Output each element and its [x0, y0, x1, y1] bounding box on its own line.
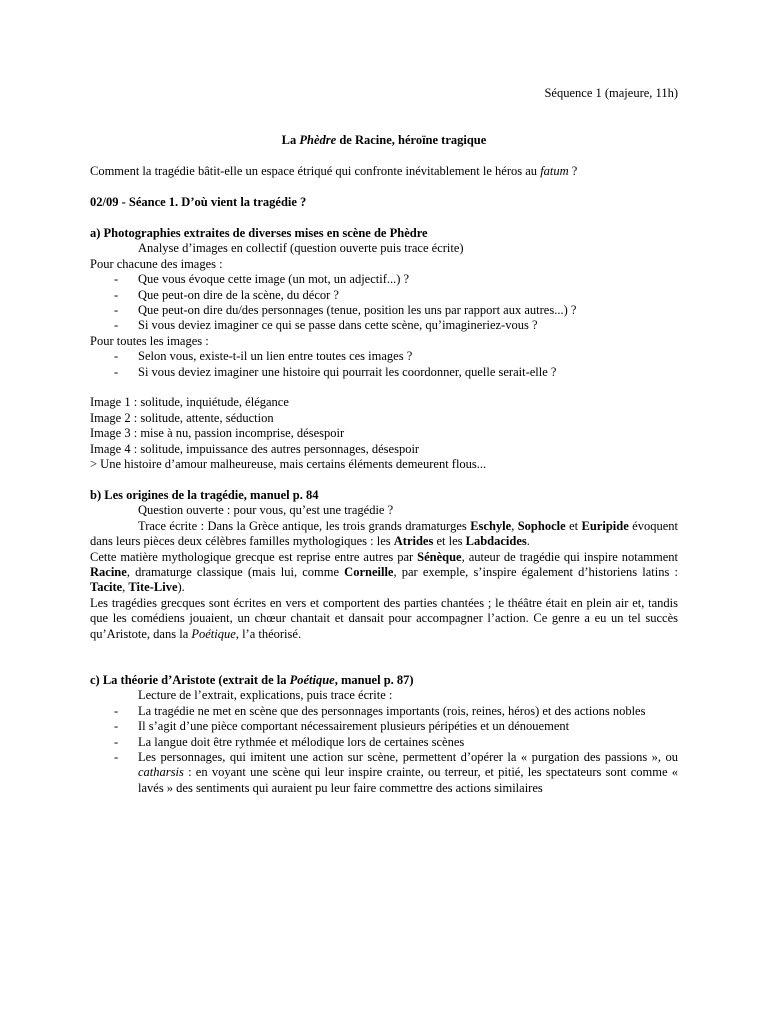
list-item: - Que peut-on dire du/des personnages (tenue, position les uns par rapport aux autres...) ? — [90, 303, 678, 318]
list-item: - Si vous deviez imaginer une histoire qui pourrait les coordonner, quelle serait-elle ? — [90, 365, 678, 380]
section-c-heading: c) La théorie d’Aristote (extrait de la Poétique, manuel p. 87) — [90, 673, 414, 687]
sequence-label: Séquence 1 (majeure, 11h) — [544, 86, 678, 100]
list-item: - Que vous évoque cette image (un mot, un adjectif...) ? — [90, 272, 678, 287]
section-a — [90, 226, 678, 472]
image-note: Image 1 : solitude, inquiétude, élégance — [90, 395, 289, 410]
section-b-question: Question ouverte : pour vous, qu’est une tragédie ? — [138, 503, 394, 518]
list-item: - Que peut-on dire de la scène, du décor ? — [90, 288, 678, 303]
list-item: - La tragédie ne met en scène que des personnages importants (rois, reines, héros) et des actions nobles — [90, 704, 678, 719]
list-item: - Si vous deviez imaginer ce qui se passe dans cette scène, qu’imagineriez-vous ? — [90, 318, 678, 333]
section-b — [90, 488, 678, 642]
section-c — [90, 673, 678, 796]
aristote-list — [90, 704, 678, 796]
list-item: - Les personnages, qui imitent une action sur scène, permettent d’opérer la « purgation des passions », ou catharsis : en voyant une scène qui leur inspire crainte, ou terreur, et pitié, les spectateurs sont comme « lavés » des sentiments qui auraient pu leur faire commettre des actions similaires — [90, 750, 678, 796]
image-note: Image 2 : solitude, attente, séduction — [90, 410, 274, 425]
section-b-heading: b) Les origines de la tragédie, manuel p. 84 — [90, 488, 319, 502]
section-a-intro: Analyse d’images en collectif (question ouverte puis trace écrite) — [138, 241, 464, 256]
each-images-list — [90, 272, 678, 334]
list-item: - Il s’agit d’une pièce comportant nécessairement plusieurs péripéties et un dénouement — [90, 719, 678, 734]
section-b-paragraph-3: Les tragédies grecques sont écrites en vers et comportent des parties chantées ; le théâtre était en plein air et, tandis que les comédiens jouaient, un chœur chantait et dansait pour accompagner l’action. Ce genre a eu un tel succès qu’Aristote, dans la Poétique, l’a théorisé. — [90, 595, 678, 641]
section-a-heading: a) Photographies extraites de diverses mises en scène de Phèdre — [90, 226, 428, 240]
section-b-paragraph-2: Cette matière mythologique grecque est reprise entre autres par Sénèque, auteur de tragédie qui inspire notamment Racine, dramaturge classique (mais lui, comme Corneille, par exemple, s’inspire également d’historiens latins : Tacite, Tite-Live). — [90, 549, 678, 595]
section-c-intro: Lecture de l’extrait, explications, puis trace écrite : — [138, 688, 393, 703]
image-note: Image 3 : mise à nu, passion incomprise, désespoir — [90, 426, 345, 441]
list-item: - Selon vous, existe-t-il un lien entre toutes ces images ? — [90, 349, 678, 364]
seance-heading: 02/09 - Séance 1. D’où vient la tragédie ? — [90, 195, 307, 209]
document-title: La Phèdre de Racine, héroïne tragique — [281, 133, 487, 147]
section-b-trace: Trace écrite : Dans la Grèce antique, les trois grands dramaturges Eschyle, Sophocle et Euripide évoquent dans leurs pièces deux célèbres familles mythologiques : les Atrides et les Labdacides. — [90, 518, 678, 549]
all-images-list — [90, 349, 678, 380]
problematic-question: Comment la tragédie bâtit-elle un espace étriqué qui confronte inévitablement le héros au fatum ? — [90, 164, 578, 178]
each-images-label: Pour chacune des images : — [90, 256, 223, 271]
image-conclusion: > Une histoire d’amour malheureuse, mais certains éléments demeurent flous... — [90, 457, 487, 472]
all-images-label: Pour toutes les images : — [90, 333, 209, 348]
image-note: Image 4 : solitude, impuissance des autres personnages, désespoir — [90, 441, 420, 456]
list-item: - La langue doit être rythmée et mélodique lors de certaines scènes — [90, 735, 678, 750]
